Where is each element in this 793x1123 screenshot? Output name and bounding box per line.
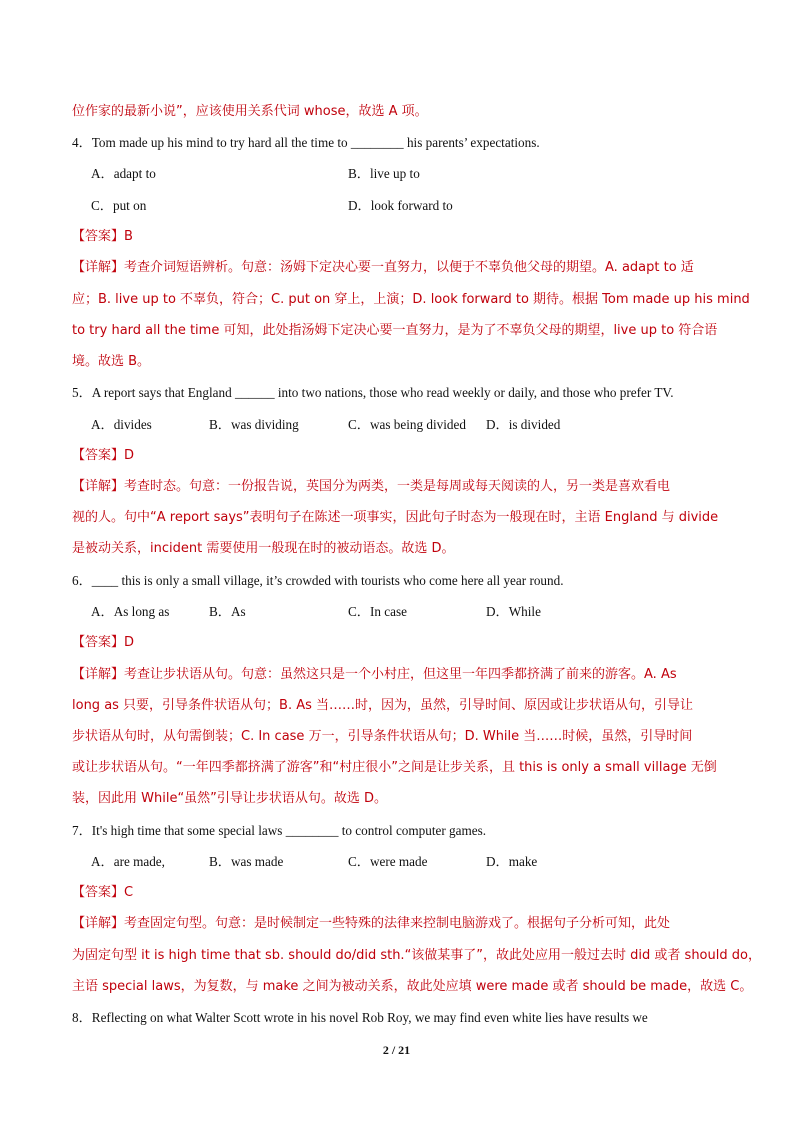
detail-tag: 【详解】 bbox=[72, 479, 125, 494]
question-5-detail-line: 是被动关系，incident 需要使用一般现在时的被动语态。故选 D。 bbox=[72, 541, 455, 556]
detail-tag: 【详解】 bbox=[72, 260, 125, 275]
question-5-option-b: B．was dividing bbox=[209, 417, 299, 432]
detail-text: 考查时态。句意：一份报告说，英国分为两类，一类是每周或每天阅读的人，另一类是喜欢看电 bbox=[124, 479, 671, 494]
question-7-option-c: C．were made bbox=[348, 854, 428, 869]
question-4-detail-line: 应；B. live up to 不辜负，符合；C. put on 穿上，上演；D. look forward to 期待。根据 Tom made up his mind bbox=[72, 292, 750, 307]
question-7-option-a: A．are made, bbox=[91, 854, 165, 869]
keyword: whose bbox=[303, 104, 346, 119]
detail-text: 考查介词短语辨析。句意：汤姆下定决心要一直努力，以便于不辜负他父母的期望。A. adapt to 适 bbox=[124, 260, 694, 275]
question-7-option-b: B．was made bbox=[209, 854, 284, 869]
question-4-option-a: A．adapt to bbox=[91, 166, 156, 181]
answer-value: D bbox=[124, 635, 135, 650]
question-7-detail-line: 主语 special laws，为复数，与 make 之间为被动关系，故此处应填 were made 或者 should be made，故选 C。 bbox=[72, 979, 753, 994]
question-4-stem: 4．Tom made up his mind to try hard all the time to ________ his parents’ expectations. bbox=[72, 135, 540, 150]
question-6-option-d: D．While bbox=[486, 604, 541, 619]
question-7-answer bbox=[72, 883, 133, 903]
answer-tag: 【答案】 bbox=[72, 448, 125, 463]
question-5-detail-line bbox=[72, 477, 670, 497]
answer-tag: 【答案】 bbox=[72, 885, 125, 900]
question-4-option-d: D．look forward to bbox=[348, 198, 453, 213]
question-6-option-c: C．In case bbox=[348, 604, 407, 619]
page-number: 2 / 21 bbox=[382, 1043, 411, 1057]
question-6-detail-line: 装，因此用 While“虽然”引导让步状语从句。故选 D。 bbox=[72, 791, 388, 806]
question-5-detail-line: 视的人。句中“A report says”表明句子在陈述一项事实，因此句子时态为一般现在时，主语 England 与 divide bbox=[72, 510, 719, 525]
question-7-detail-line: 为固定句型 it is high time that sb. should do/did sth.“该做某事了”，故此处应用一般过去时 did 或者 should do， bbox=[72, 948, 761, 963]
detail-tag: 【详解】 bbox=[72, 916, 125, 931]
continued-explanation-line bbox=[72, 102, 428, 122]
question-6-detail-line bbox=[72, 665, 677, 685]
answer-value: D bbox=[124, 448, 135, 463]
question-7-stem: 7．It's high time that some special laws ________ to control computer games. bbox=[72, 823, 487, 838]
question-6-detail-line: long as 只要，引导条件状语从句；B. As 当……时，因为，虽然，引导时间、原因或让步状语从句，引导让 bbox=[72, 698, 694, 713]
question-5-stem: 5．A report says that England ______ into two nations, those who read weekly or daily, and those who prefer TV. bbox=[72, 385, 674, 400]
question-4-option-b: B．live up to bbox=[348, 166, 420, 181]
answer-value: C bbox=[124, 885, 134, 900]
question-6-detail-line: 步状语从句时，从句需倒装；C. In case 万一，引导条件状语从句；D. While 当……时候，虽然，引导时间 bbox=[72, 729, 693, 744]
question-4-detail-line bbox=[72, 258, 694, 278]
question-6-option-b: B．As bbox=[209, 604, 246, 619]
question-6-option-a: A．As long as bbox=[91, 604, 170, 619]
question-6-stem: 6．____ this is only a small village, it’s crowded with tourists who come here all year round. bbox=[72, 573, 564, 588]
answer-tag: 【答案】 bbox=[72, 635, 125, 650]
explanation-suffix: ，故选 A 项。 bbox=[345, 104, 428, 119]
question-6-detail-line: 或让步状语从句。“一年四季都挤满了游客”和“村庄很小”之间是让步关系，且 this is only a small village 无倒 bbox=[72, 760, 717, 775]
question-5-option-c: C．was being divided bbox=[348, 417, 466, 432]
answer-value: B bbox=[124, 229, 133, 244]
question-4-detail-line: to try hard all the time 可知，此处指汤姆下定决心要一直努力，是为了不辜负父母的期望，live up to 符合语 bbox=[72, 323, 718, 338]
answer-tag: 【答案】 bbox=[72, 229, 125, 244]
explanation-prefix: 位作家的最新小说”，应该使用关系代词 bbox=[72, 104, 304, 119]
detail-tag: 【详解】 bbox=[72, 667, 125, 682]
question-7-option-d: D．make bbox=[486, 854, 538, 869]
question-4-option-c: C．put on bbox=[91, 198, 147, 213]
detail-text: 考查固定句型。句意：是时候制定一些特殊的法律来控制电脑游戏了。根据句子分析可知，此处 bbox=[124, 916, 671, 931]
detail-text: 考查让步状语从句。句意：虽然这只是一个小村庄，但这里一年四季都挤满了前来的游客。A. As bbox=[124, 667, 677, 682]
question-6-answer bbox=[72, 633, 134, 653]
question-4-detail-line: 境。故选 B。 bbox=[72, 354, 151, 369]
question-7-detail-line bbox=[72, 914, 670, 934]
question-8-stem: 8．Reflecting on what Walter Scott wrote in his novel Rob Roy, we may find even white lies have results we bbox=[72, 1010, 648, 1025]
question-4-answer bbox=[72, 227, 133, 247]
question-5-answer bbox=[72, 446, 134, 466]
question-5-option-a: A．divides bbox=[91, 417, 152, 432]
question-5-option-d: D．is divided bbox=[486, 417, 561, 432]
